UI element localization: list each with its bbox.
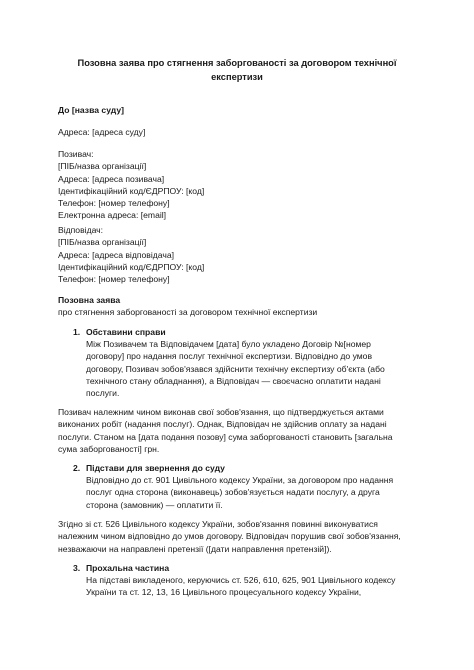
plaintiff-label: Позивач: — [58, 149, 94, 159]
court-name: До [назва суду] — [58, 105, 124, 115]
section-1-line: договору, Позивач зобов'язався здійснити технічну експертизу об'єкта (або — [86, 363, 385, 374]
section-1-body — [86, 338, 416, 399]
paragraph-line: Позивач належним чином виконав свої зобов'язання, що підтверджується актами — [58, 407, 384, 417]
claim-subtitle: про стягнення заборгованості за договором технічної експертизи — [58, 307, 318, 318]
plaintiff-name: [ПІБ/назва організації] — [58, 161, 147, 172]
section-1-heading: Обставини справи — [86, 327, 166, 337]
paragraph-line: належним чином відповідно до умов договору. Відповідач порушив свої зобов'язання, — [58, 531, 401, 542]
paragraph-line: Згідно зі ст. 526 Цивільного кодексу України, зобов'язання повинні виконуватися — [58, 519, 378, 529]
title-line-2: експертизи — [211, 72, 263, 82]
defendant-address: Адреса: [адреса відповідача] — [58, 249, 175, 260]
section-3-line: На підставі викладеного, керуючись ст. 526, 610, 625, 901 Цивільного кодексу — [86, 575, 396, 585]
paragraph-line: послуги. Станом на [дата подання позову] сума заборгованості становить [загальна — [58, 431, 393, 442]
defendant-phone: Телефон: [номер телефону] — [58, 274, 170, 285]
plaintiff-block — [58, 148, 204, 222]
paragraph-line: виконаних робіт (надання послуг). Однак, Відповідач не здійснив оплату за надані — [58, 419, 387, 430]
section-3-line: України та ст. 12, 13, 16 Цивільного процесуального кодексу України, — [86, 587, 362, 598]
paragraph-1 — [58, 406, 393, 455]
court-address: Адреса: [адреса суду] — [58, 127, 146, 137]
section-1-line: договору] про надання послуг технічної експертизи. Відповідно до умов — [86, 351, 373, 362]
court-address-block — [58, 126, 145, 138]
section-3-number: 3. — [73, 563, 81, 573]
paragraph-2 — [58, 518, 401, 555]
claim-heading: Позовна заява — [58, 295, 121, 305]
section-2-line: Відповідно до ст. 901 Цивільного кодексу України, за договором про надання — [86, 475, 394, 485]
paragraph-line: сума заборгованості] грн. — [58, 443, 160, 454]
plaintiff-phone: Телефон: [номер телефону] — [58, 198, 170, 209]
title-line-1: Позовна заява про стягнення заборгованості за договором технічної — [77, 58, 397, 68]
document-title — [60, 56, 414, 84]
section-2-heading: Підстави для звернення до суду — [86, 463, 225, 473]
section-1-line: Між Позивачем та Відповідачем [дата] було укладено Договір №[номер — [86, 339, 371, 349]
section-1-number: 1. — [73, 327, 81, 337]
plaintiff-address: Адреса: [адреса позивача] — [58, 173, 165, 184]
section-2-number: 2. — [73, 463, 81, 473]
section-2-body — [86, 474, 416, 511]
section-1-line: послуги. — [86, 388, 120, 399]
section-3-heading: Прохальна частина — [86, 563, 170, 573]
defendant-block — [58, 224, 204, 285]
section-3-body — [86, 574, 416, 599]
section-2-line: послуг одна сторона (виконавець) зобов'язується надати послугу, а друга — [86, 487, 380, 498]
defendant-name: [ПІБ/назва організації] — [58, 237, 147, 248]
defendant-code: Ідентифікаційний код/ЄДРПОУ: [код] — [58, 261, 205, 272]
defendant-label: Відповідач: — [58, 225, 104, 235]
plaintiff-code: Ідентифікаційний код/ЄДРПОУ: [код] — [58, 185, 205, 196]
court-block — [58, 104, 124, 116]
plaintiff-email: Електронна адреса: [email] — [58, 210, 167, 221]
paragraph-line: незважаючи на направлені претензії ([дати направлення претензій]). — [58, 543, 332, 554]
section-1-line: технічного стану обладнання), а Відповідач — своєчасно оплатити надані — [86, 375, 381, 386]
section-2-line: сторона (замовник) — оплатити її. — [86, 499, 223, 510]
claim-block — [58, 294, 317, 319]
